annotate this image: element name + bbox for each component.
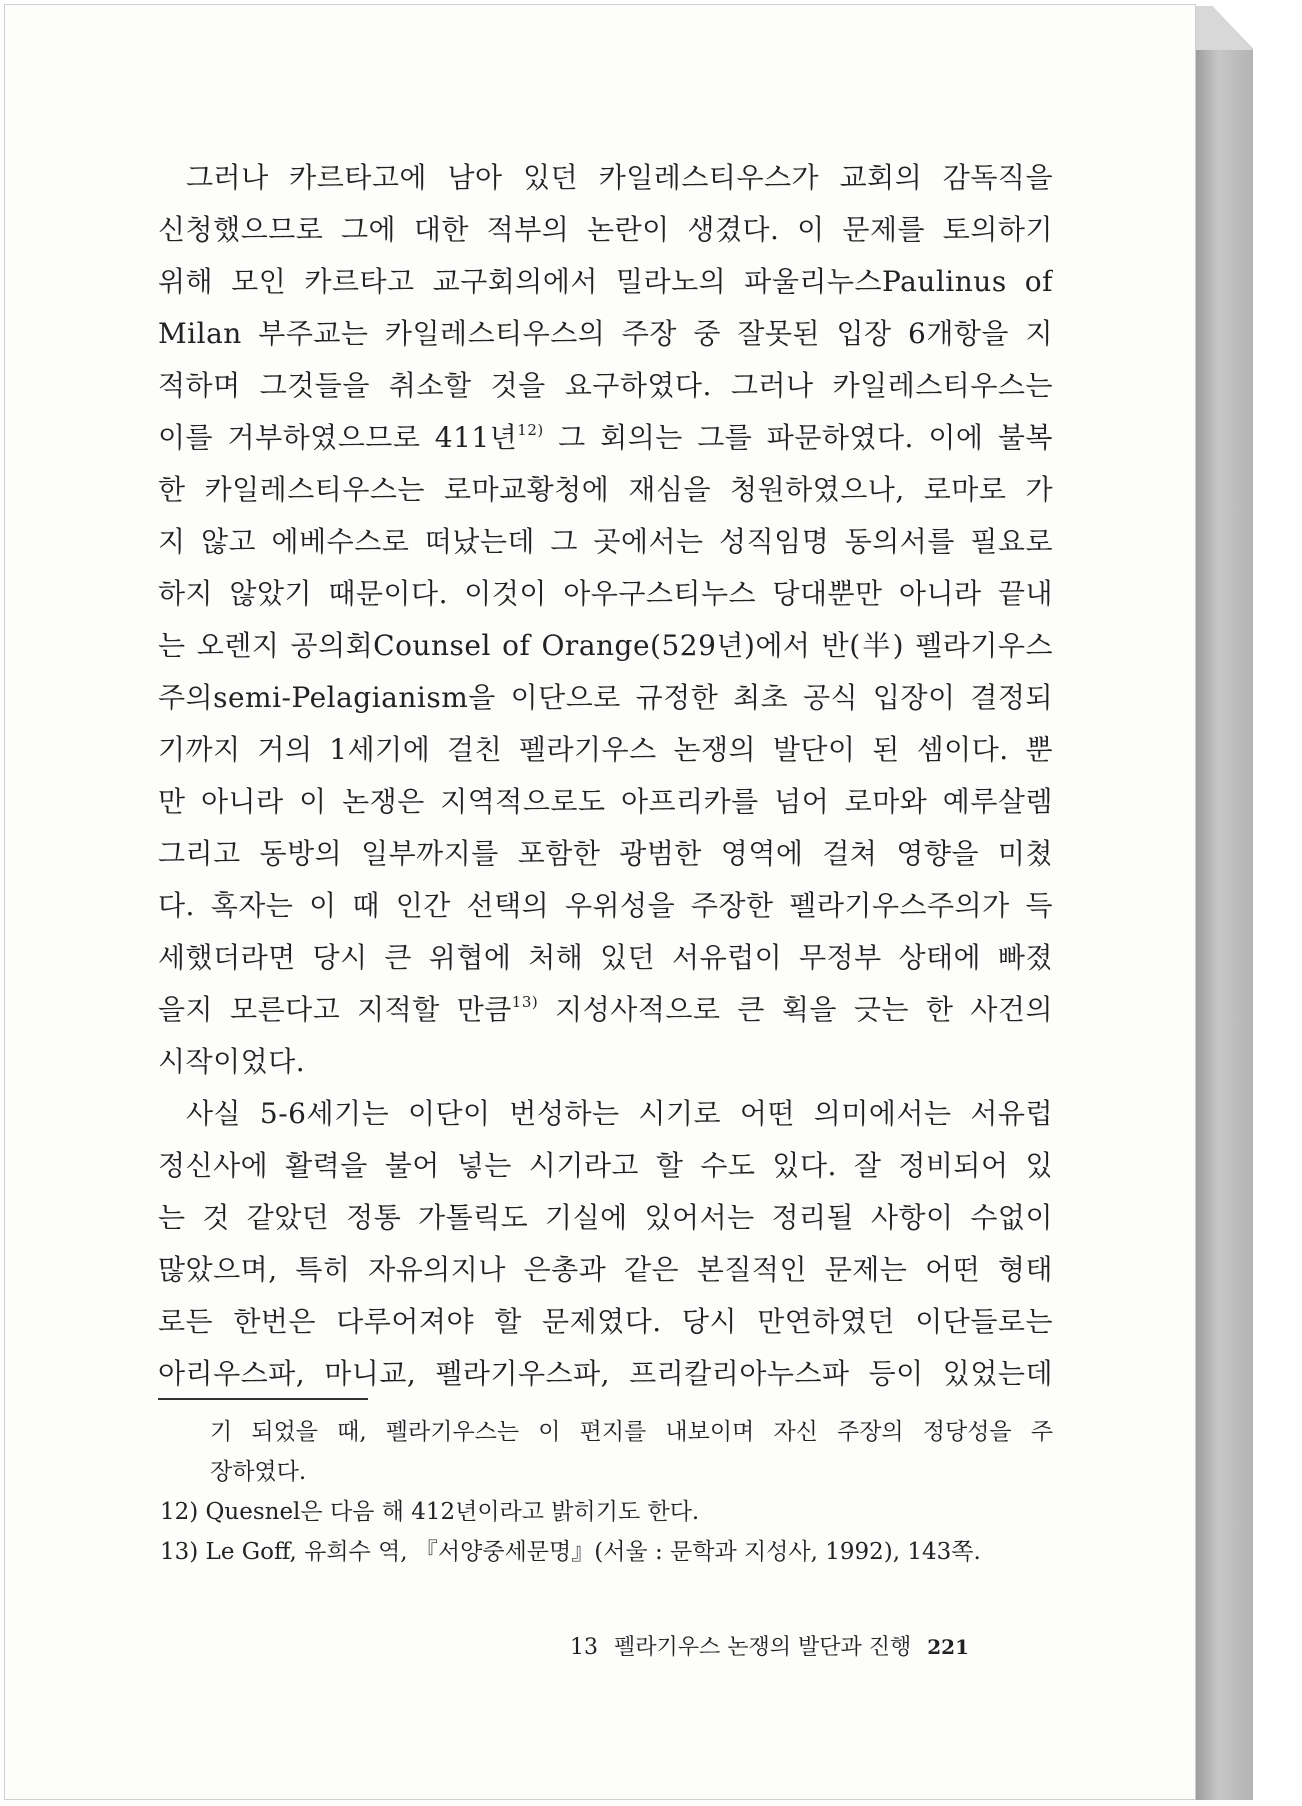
body-line-text: 이를 거부하였으므로 411년 [158, 421, 518, 454]
body-line-text: 지성사적으로 큰 획을 긋는 한 사건의 [538, 993, 1053, 1026]
body-line: 다. 혹자는 이 때 인간 선택의 우위성을 주장한 펠라기우스주의가 득 [158, 889, 1053, 922]
body-line: 주의semi-Pelagianism을 이단으로 규정한 최초 공식 입장이 결정되 [158, 681, 1053, 714]
body-line: 시작이었다. [158, 1045, 306, 1078]
chapter-number: 13 [570, 1635, 598, 1660]
body-line: 그러나 카르타고에 남아 있던 카일레스티우스가 교회의 감독직을 [186, 161, 1053, 194]
footnote-rule [158, 1398, 368, 1400]
footnote-13: 13) Le Goff, 유희수 역, 『서양중세문명』(서울 : 문학과 지성사, 1992), 143쪽. [160, 1539, 981, 1565]
body-line: 한 카일레스티우스는 로마교황청에 재심을 청원하였으나, 로마로 가 [158, 473, 1053, 506]
chapter-title: 펠라기우스 논쟁의 발단과 진행 [614, 1635, 912, 1660]
body-line: 정신사에 활력을 불어 넣는 시기라고 할 수도 있다. 잘 정비되어 있 [158, 1149, 1053, 1182]
footnote-reference: 12) [517, 421, 544, 439]
footnote-continued-line: 기 되었을 때, 펠라기우스는 이 편지를 내보이며 자신 주장의 정당성을 주 [210, 1419, 1053, 1445]
body-line: 적하며 그것들을 취소할 것을 요구하였다. 그러나 카일레스티우스는 [158, 369, 1053, 402]
body-line: 하지 않았기 때문이다. 이것이 아우구스티누스 당대뿐만 아니라 끝내 [158, 577, 1053, 610]
running-footer [570, 1632, 1030, 1663]
body-line: 신청했으므로 그에 대한 적부의 논란이 생겼다. 이 문제를 토의하기 [158, 213, 1053, 246]
body-line: 세했더라면 당시 큰 위협에 처해 있던 서유럽이 무정부 상태에 빠졌 [158, 941, 1053, 974]
footnotes [160, 1412, 1053, 1572]
body-line [158, 984, 1053, 1036]
body-line-text: 을지 모른다고 지적할 만큼 [158, 993, 512, 1026]
body-line: 아리우스파, 마니교, 펠라기우스파, 프리칼리아누스파 등이 있었는데 [158, 1357, 1053, 1390]
footnote-continued-line: 장하였다. [210, 1459, 307, 1485]
body-line: 사실 5-6세기는 이단이 번성하는 시기로 어떤 의미에서는 서유럽 [186, 1097, 1053, 1130]
book-spine-top [1195, 6, 1253, 50]
body-line: Milan 부주교는 카일레스티우스의 주장 중 잘못된 입장 6개항을 지 [158, 317, 1053, 350]
page-number: 221 [927, 1635, 970, 1659]
body-line: 위해 모인 카르타고 교구회의에서 밀라노의 파울리누스Paulinus of [158, 265, 1053, 298]
body-line: 그리고 동방의 일부까지를 포함한 광범한 영역에 걸쳐 영향을 미쳤 [158, 837, 1053, 870]
body-line-text: 그 회의는 그를 파문하였다. 이에 불복 [543, 421, 1053, 454]
body-text [158, 152, 1053, 1400]
footnote-reference: 13) [511, 993, 539, 1011]
body-line: 는 오렌지 공의회Counsel of Orange(529년)에서 반(半) 펠라기우스 [158, 629, 1053, 662]
footnote-12: 12) Quesnel은 다음 해 412년이라고 밝히기도 한다. [160, 1499, 700, 1525]
body-line: 지 않고 에베수스로 떠났는데 그 곳에서는 성직임명 동의서를 필요로 [158, 525, 1053, 558]
body-line: 많았으며, 특히 자유의지나 은총과 같은 본질적인 문제는 어떤 형태 [158, 1253, 1053, 1286]
body-line: 기까지 거의 1세기에 걸친 펠라기우스 논쟁의 발단이 된 셈이다. 뿐 [158, 733, 1053, 766]
body-line [158, 412, 1053, 464]
book-spine-edge [1195, 6, 1253, 1800]
body-line: 는 것 같았던 정통 가톨릭도 기실에 있어서는 정리될 사항이 수없이 [158, 1201, 1053, 1234]
body-line: 만 아니라 이 논쟁은 지역적으로도 아프리카를 넘어 로마와 예루살렘 [158, 785, 1053, 818]
body-line: 로든 한번은 다루어져야 할 문제였다. 당시 만연하였던 이단들로는 [158, 1305, 1053, 1338]
